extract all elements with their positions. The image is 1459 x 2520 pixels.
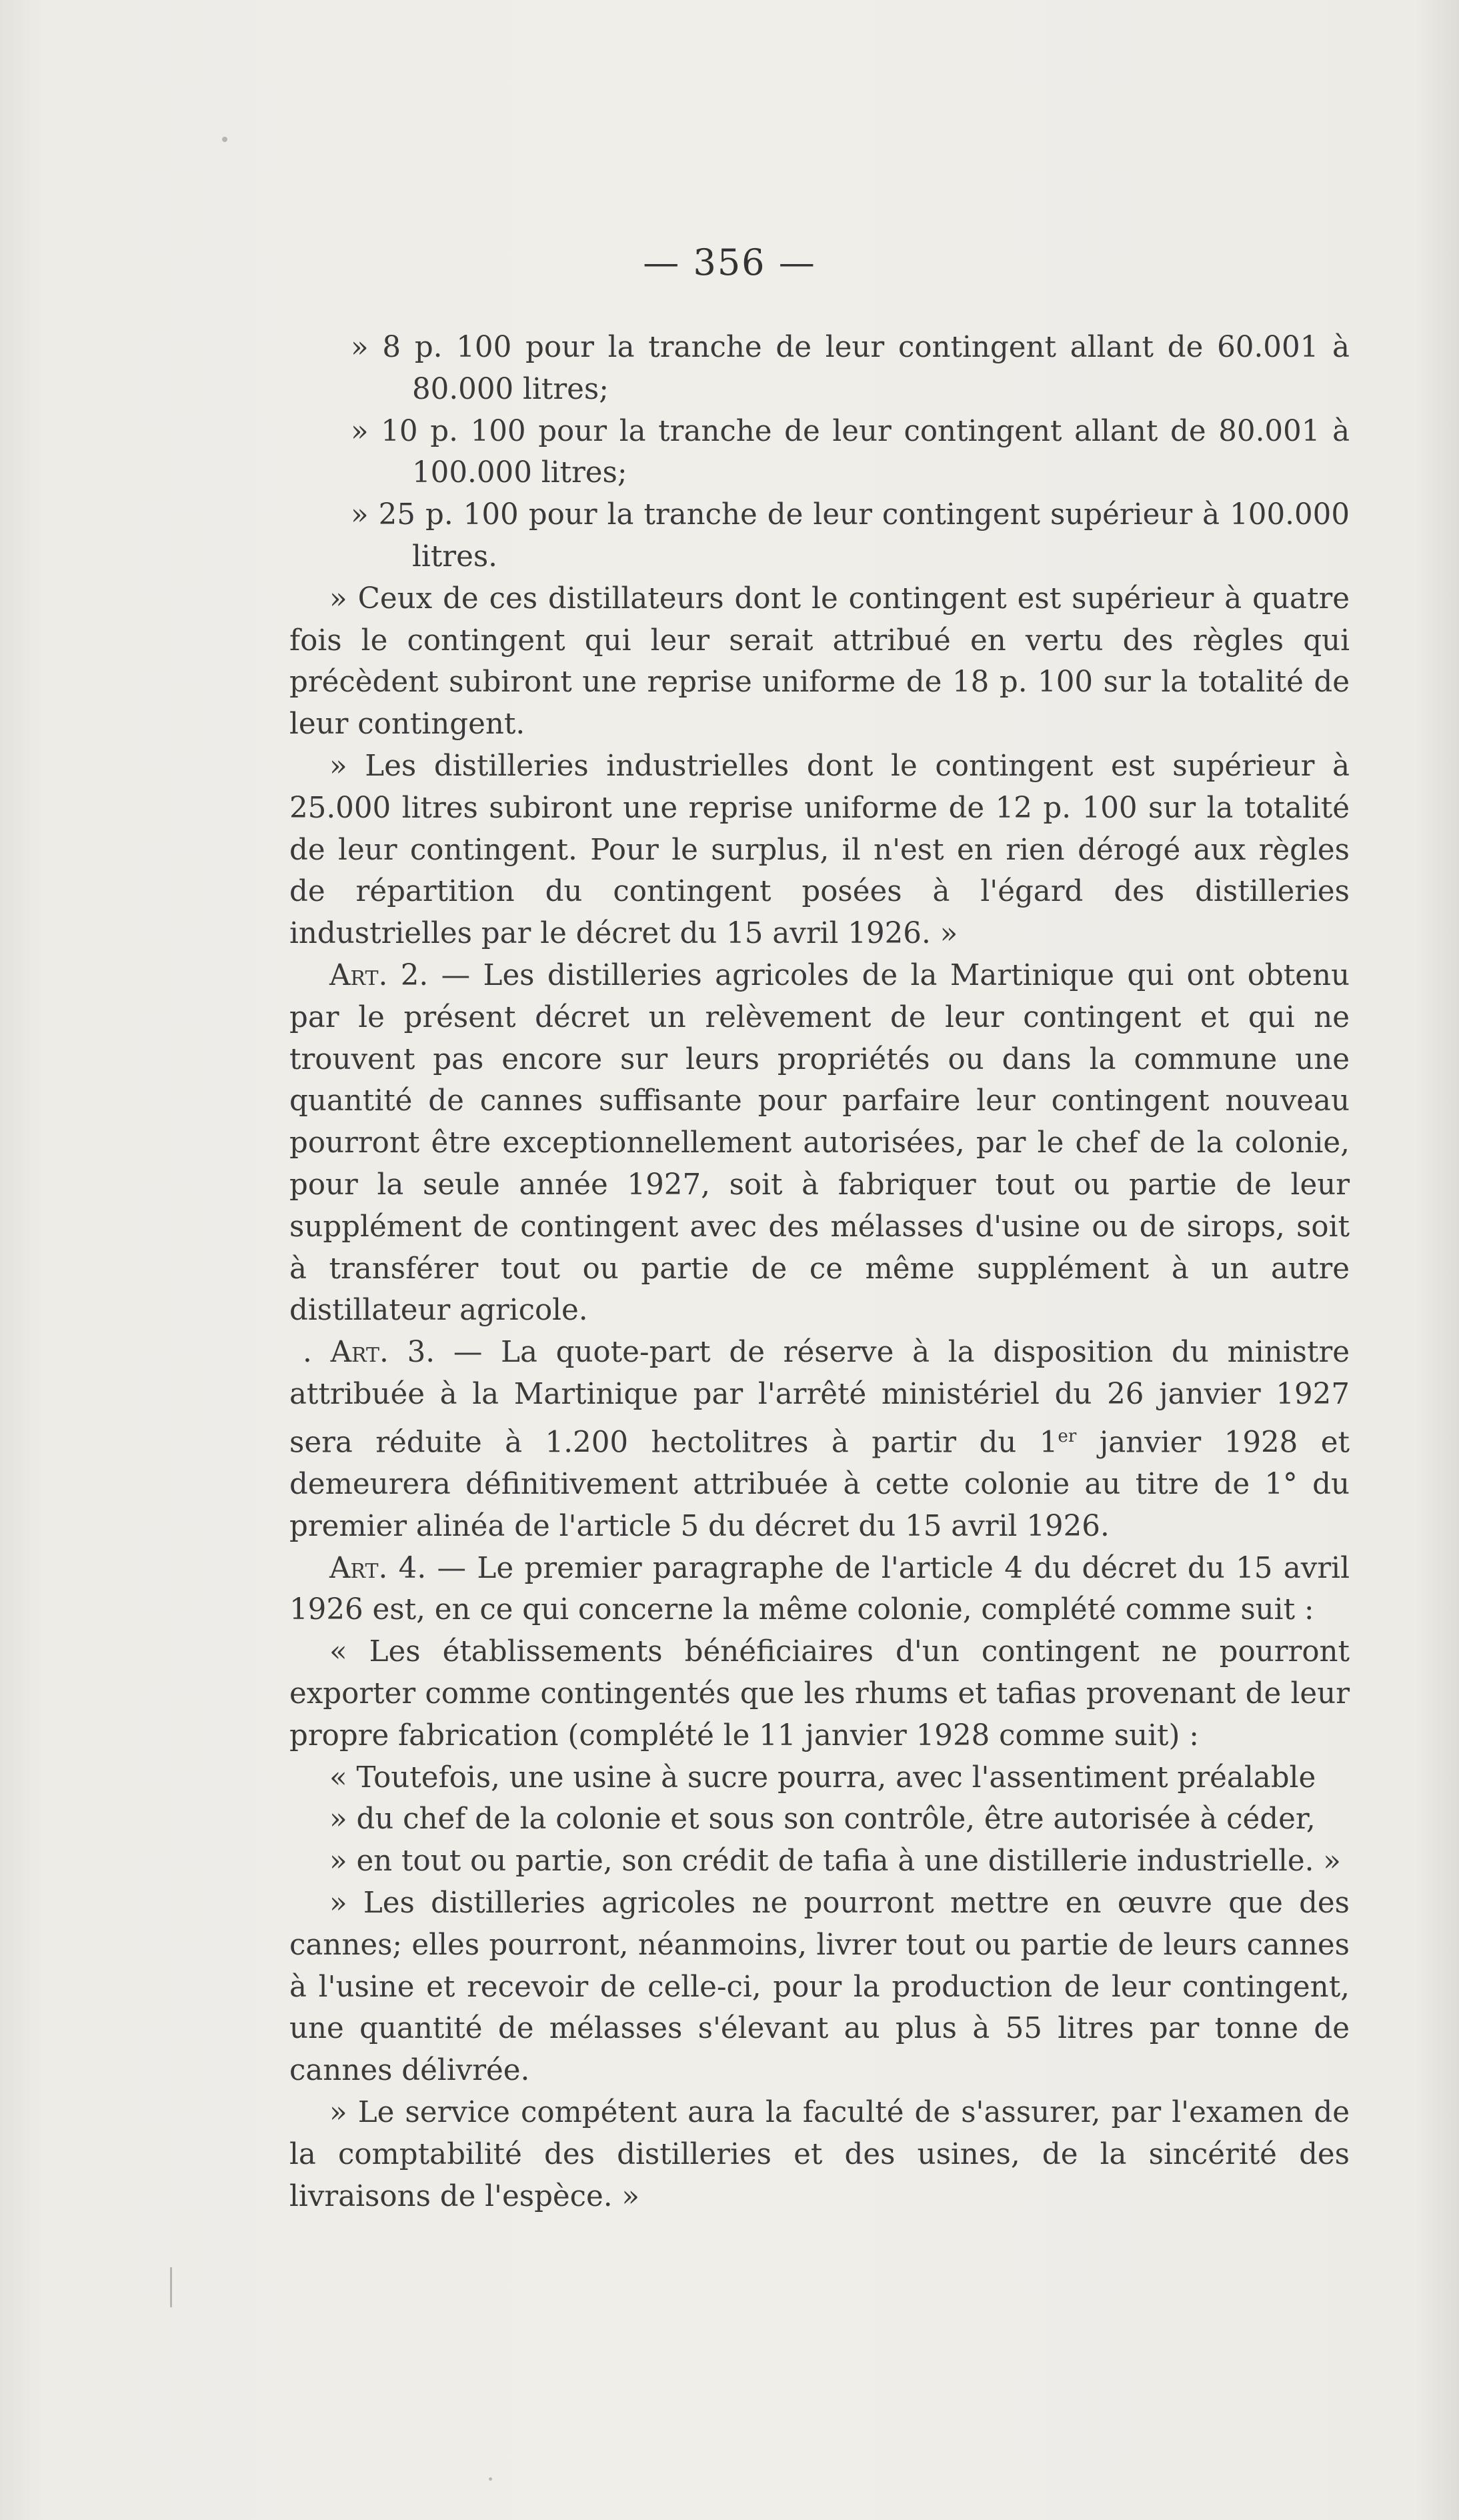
list-item: » 10 p. 100 pour la tranche de leur contingent allant de 80.001 à 100.000 litres; [351,414,1350,490]
stray-mark: . [303,1336,331,1370]
quote-line: » du chef de la colonie et sous son contrôle, être autorisée à céder, [329,1802,1316,1836]
article-3 [289,1332,1350,1547]
list-item: » 8 p. 100 pour la tranche de leur contingent allant de 60.001 à 80.000 litres; [351,331,1350,406]
article-label: Art. 4. [329,1551,427,1585]
article-text: janvier 1928 et demeurera définitivement attribuée à cette colonie au titre de 1° du premier alinéa de l'article 5 du décret du 15 avril 1926. [289,1426,1350,1543]
quote-paragraph: « Les établissements bénéficiaires d'un contingent ne pourront exporter comme contingentés que les rhums et tafias provenant de leur propre fabrication (complété le 11 janvier 1928 comme suit) : [289,1635,1350,1752]
paragraph: » Les distilleries industrielles dont le contingent est supérieur à 25.000 litres subiront une reprise uniforme de 12 p. 100 sur la totalité de leur contingent. Pour le surplus, il n'est en rien dérogé aux règles de répartition du contingent posées à l'égard des distilleries industrielles par le décret du 15 avril 1926. » [289,749,1350,951]
article-text: — La quote-part de réserve à la disposition du ministre attribuée à la Martinique par l'arrêté ministériel du 26 janvier 1927 sera réduite à 1.200 hectolitres à partir du 1 [289,1336,1350,1460]
article-text: — Le premier paragraphe de l'article 4 du décret du 15 avril 1926 est, en ce qui concerne la même colonie, complété comme suit : [289,1551,1350,1627]
paragraph: » Ceux de ces distillateurs dont le contingent est supérieur à quatre fois le contingent qui leur serait attribué en vertu des règles qui précèdent subiront une reprise uniforme de 18 p. 100 sur la totalité de leur contingent. [289,581,1350,742]
superscript: er [1058,1426,1077,1446]
paper-speck [489,2477,492,2481]
page-number: — 356 — [643,241,816,283]
article-4 [289,1548,1350,1632]
quote-line: » en tout ou partie, son crédit de tafia à une distillerie industrielle. » [329,1844,1341,1878]
paper-speck [170,2267,172,2307]
body-text [289,327,1350,2217]
paragraph: » Les distilleries agricoles ne pourront mettre en œuvre que des cannes; elles pourront, néanmoins, livrer tout ou partie de leurs cannes à l'usine et recevoir de celle-ci, pour la production de leur contingent, une quantité de mélasses s'élevant au plus à 55 litres par tonne de cannes délivrée. [289,1886,1350,2088]
paper-speck [222,137,227,142]
paragraph: » Le service compétent aura la faculté de s'assurer, par l'examen de la comptabilité des distilleries et des usines, de la sincérité des livraisons de l'espèce. » [289,2095,1350,2213]
article-label: Art. 3. [330,1336,435,1370]
quote-line: « Toutefois, une usine à sucre pourra, avec l'assentiment préalable [329,1760,1316,1794]
article-2 [289,955,1350,1332]
article-text: — Les distilleries agricoles de la Martinique qui ont obtenu par le présent décret un relèvement de leur contingent et qui ne trouvent pas encore sur leurs propriétés ou dans la commune une quantité de cannes suffisante pour parfaire leur contingent nouveau pourront être exceptionnellement autorisées, par le chef de la colonie, pour la seule année 1927, soit à fabriquer tout ou partie de leur supplément de contingent avec des mélasses d'usine ou de sirops, soit à transférer tout ou partie de ce même supplément à un autre distillateur agricole. [289,958,1350,1328]
list-item: » 25 p. 100 pour la tranche de leur contingent supérieur à 100.000 litres. [351,498,1350,573]
article-label: Art. 2. [329,958,429,992]
